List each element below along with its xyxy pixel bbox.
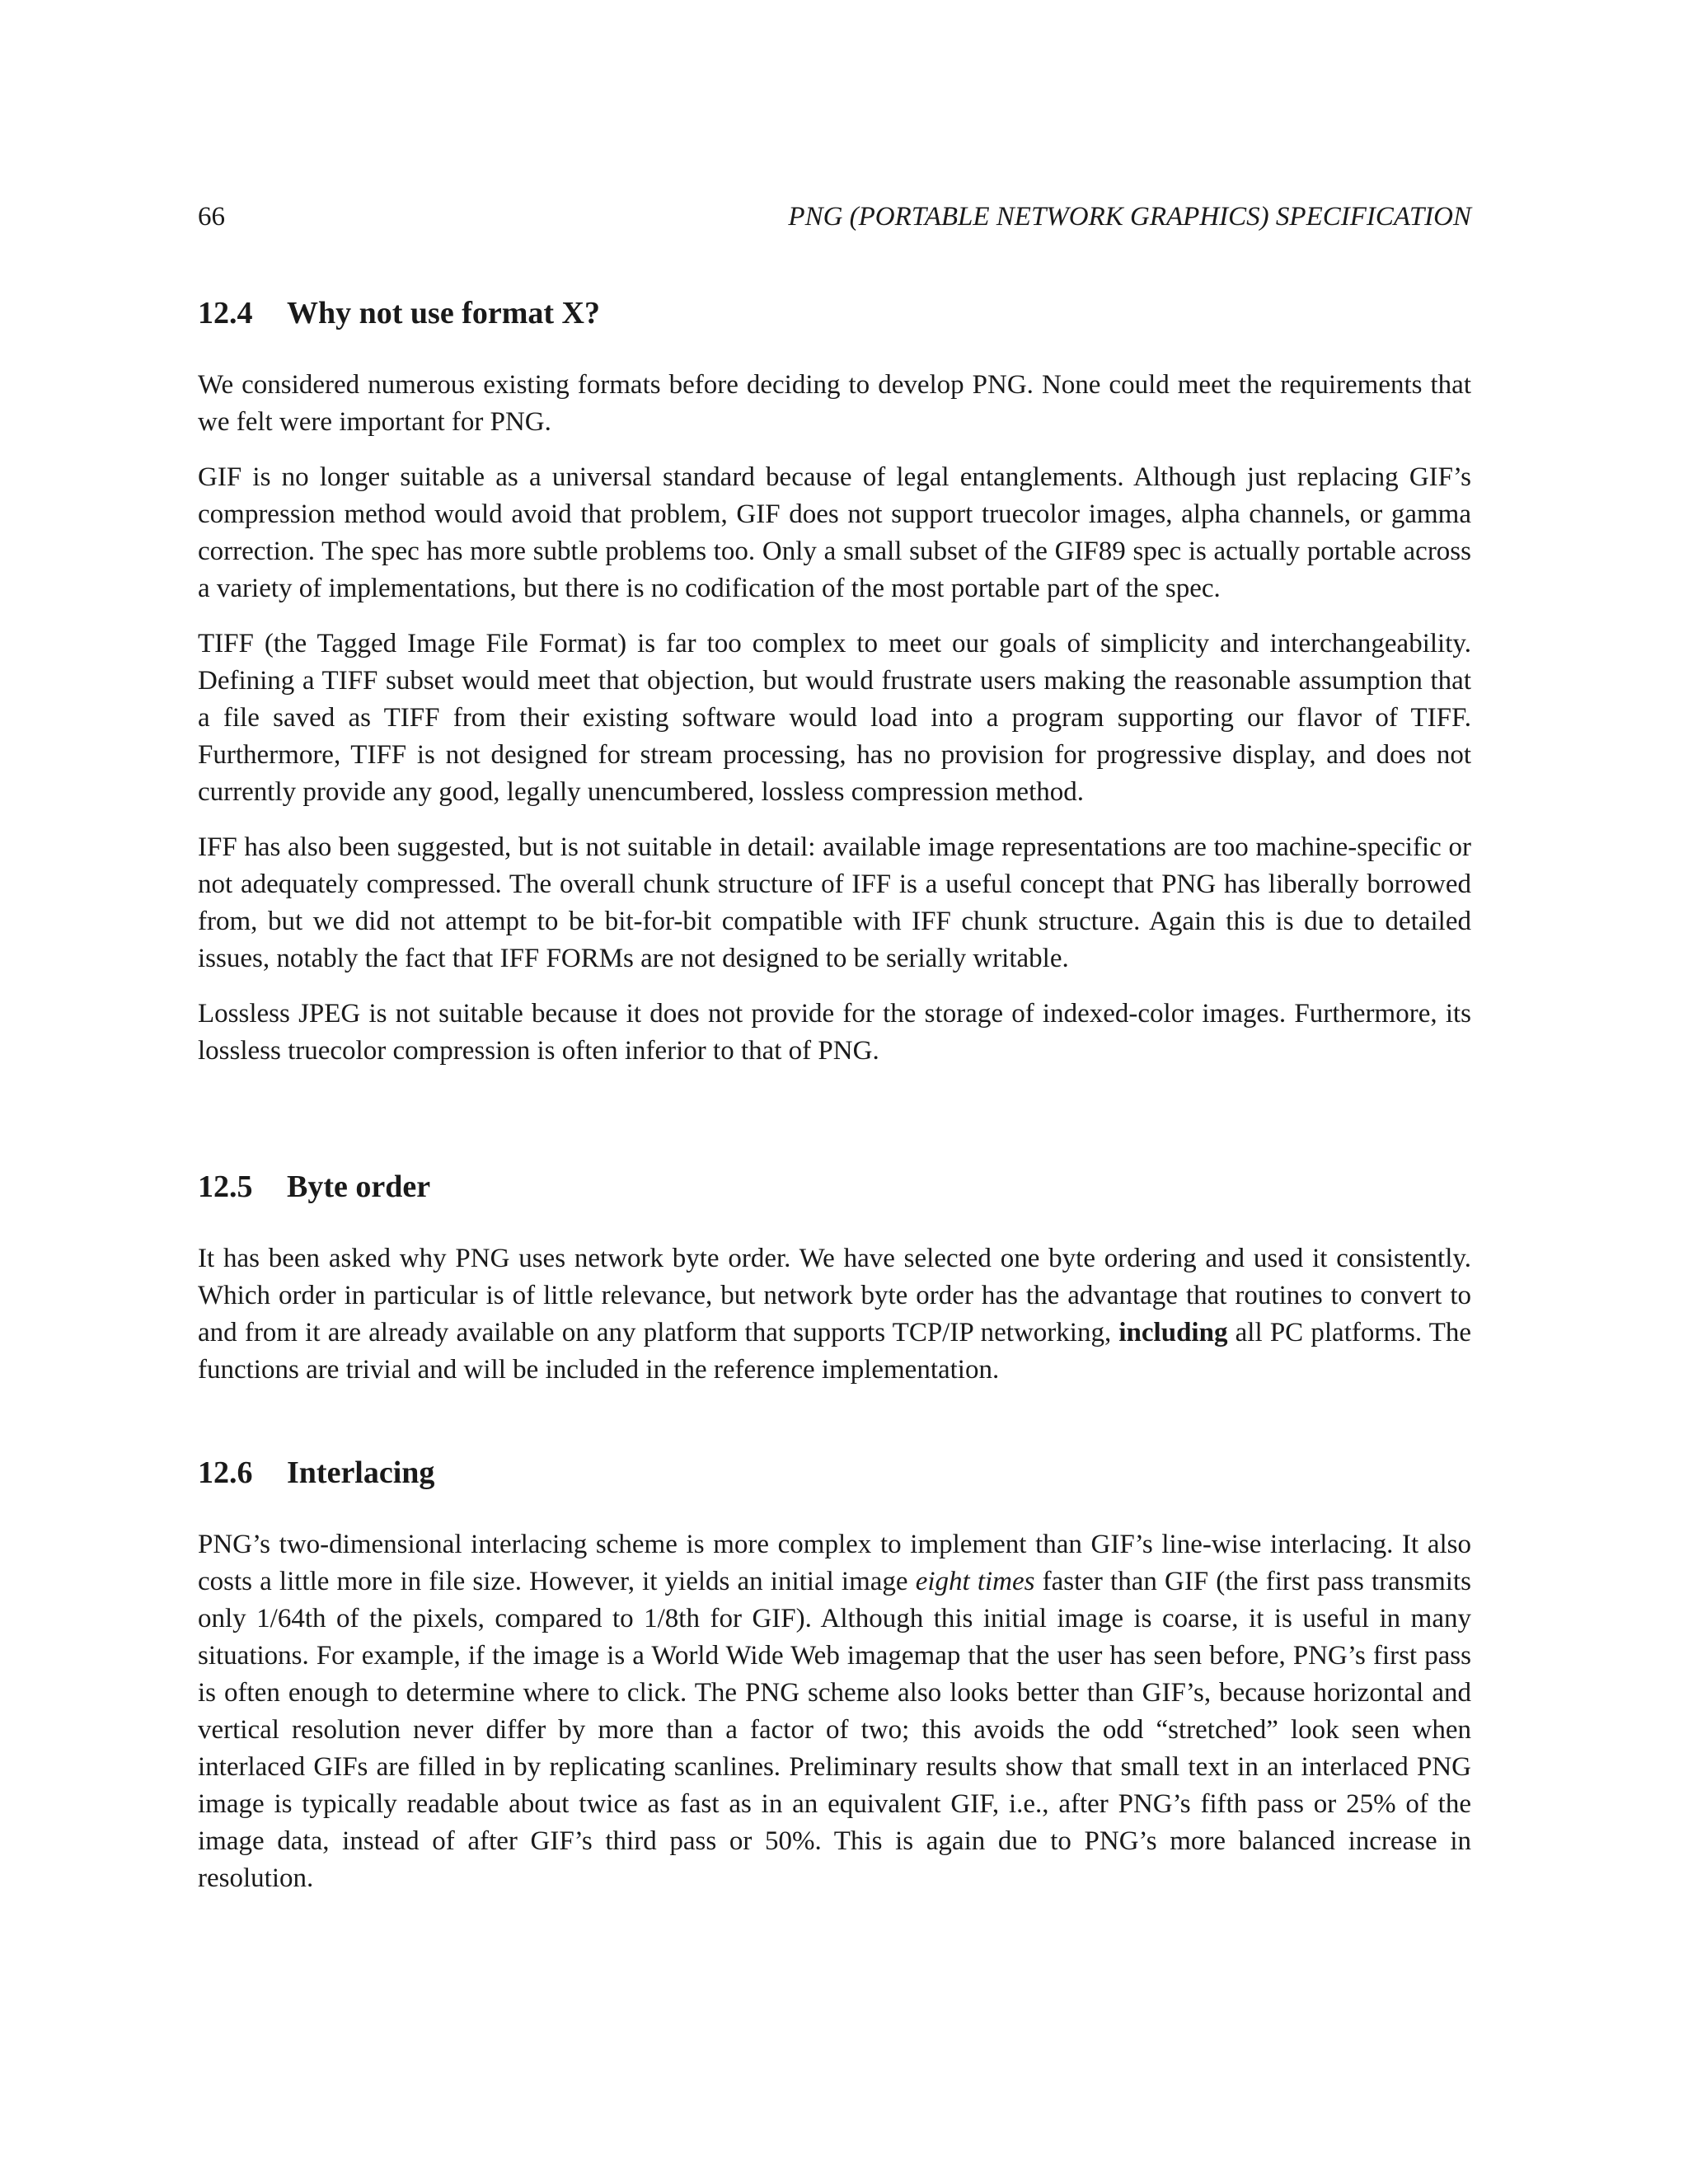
- text-run: It has been asked why PNG uses network byte order. We have selected one byte ordering and used it consistently. Which order in particular is of little relevance, but network byte order has the advantage that routines to convert to and from it are already available on any platform that supports TCP/IP networking,: [198, 1244, 1471, 1347]
- bold-text: including: [1118, 1318, 1228, 1347]
- text-run: faster than GIF (the first pass transmits only 1/64th of the pixels, compared to 1/8th for GIF). Although this initial image is coarse, it is useful in many situations. For example, if the image is a World Wide Web imagemap that the user has seen before, PNG’s first pass is often enough to determine where to click. The PNG scheme also looks better than GIF’s, because horizontal and vertical resolution never differ by more than a factor of two; this avoids the odd “stretched” look seen when interlaced GIFs are filled in by replicating scanlines. Preliminary results show that small text in an interlaced PNG image is typically readable about twice as fast as in an equivalent GIF, i.e., after PNG’s fifth pass or 25% of the image data, instead of after GIF’s third pass or 50%. This is again due to PNG’s more balanced increase in resolution.: [198, 1567, 1471, 1893]
- section-title: Byte order: [287, 1169, 431, 1204]
- paragraph-gif: GIF is no longer suitable as a universal standard because of legal entanglements. Although just replacing GIF’s compression method would avoid that problem, GIF does not support truecolor images, alpha channels, or gamma correction. The spec has more subtle problems too. Only a small subset of the GIF89 spec is actually portable across a variety of implementations, but there is no codification of the most portable part of the spec.: [198, 462, 1471, 603]
- section-title: Interlacing: [287, 1455, 435, 1490]
- paragraph-tiff: TIFF (the Tagged Image File Format) is far too complex to meet our goals of simplicity and interchangeability. Defining a TIFF subset would meet that objection, but would frustrate users making the reasonable assumption that a file saved as TIFF from their existing software would load into a program supporting our flavor of TIFF. Furthermore, TIFF is not designed for stream processing, has no provision for progressive display, and does not currently provide any good, legally unencumbered, lossless compression method.: [198, 629, 1471, 807]
- section-12-5: [198, 1166, 1471, 1389]
- text-run: all PC platforms. The functions are trivial and will be included in the reference implementation.: [198, 1318, 1471, 1385]
- paragraph-formats-intro: We considered numerous existing formats before deciding to develop PNG. None could meet the requirements that we felt were important for PNG.: [198, 370, 1471, 437]
- section-12-4: [198, 293, 1471, 1070]
- section-12-6: [198, 1452, 1471, 1897]
- paragraph-byte-order: [198, 1240, 1471, 1389]
- section-number: 12.6: [198, 1455, 253, 1490]
- section-number: 12.4: [198, 296, 253, 330]
- running-title: PNG (PORTABLE NETWORK GRAPHICS) SPECIFICATION: [788, 202, 1471, 232]
- section-title: Why not use format X?: [287, 296, 600, 330]
- italic-text: eight times: [915, 1567, 1035, 1596]
- paragraph-interlacing: [198, 1526, 1471, 1897]
- section-heading: [198, 1166, 1471, 1207]
- page-number: 66: [198, 202, 225, 232]
- paragraph-lossless-jpeg: Lossless JPEG is not suitable because it does not provide for the storage of indexed-color images. Furthermore, its lossless truecolor compression is often inferior to that of PNG.: [198, 999, 1471, 1066]
- section-heading: [198, 293, 1471, 334]
- paragraph-iff: IFF has also been suggested, but is not suitable in detail: available image representations are too machine-specific or not adequately compressed. The overall chunk structure of IFF is a useful concept that PNG has liberally borrowed from, but we did not attempt to be bit-for-bit compatible with IFF chunk structure. Again this is due to detailed issues, notably the fact that IFF FORMs are not designed to be serially writable.: [198, 832, 1471, 973]
- section-heading: [198, 1452, 1471, 1493]
- section-number: 12.5: [198, 1169, 253, 1204]
- text-run: PNG’s two-dimensional interlacing scheme is more complex to implement than GIF’s line-wise interlacing. It also costs a little more in file size. However, it yields an initial image: [198, 1530, 1471, 1596]
